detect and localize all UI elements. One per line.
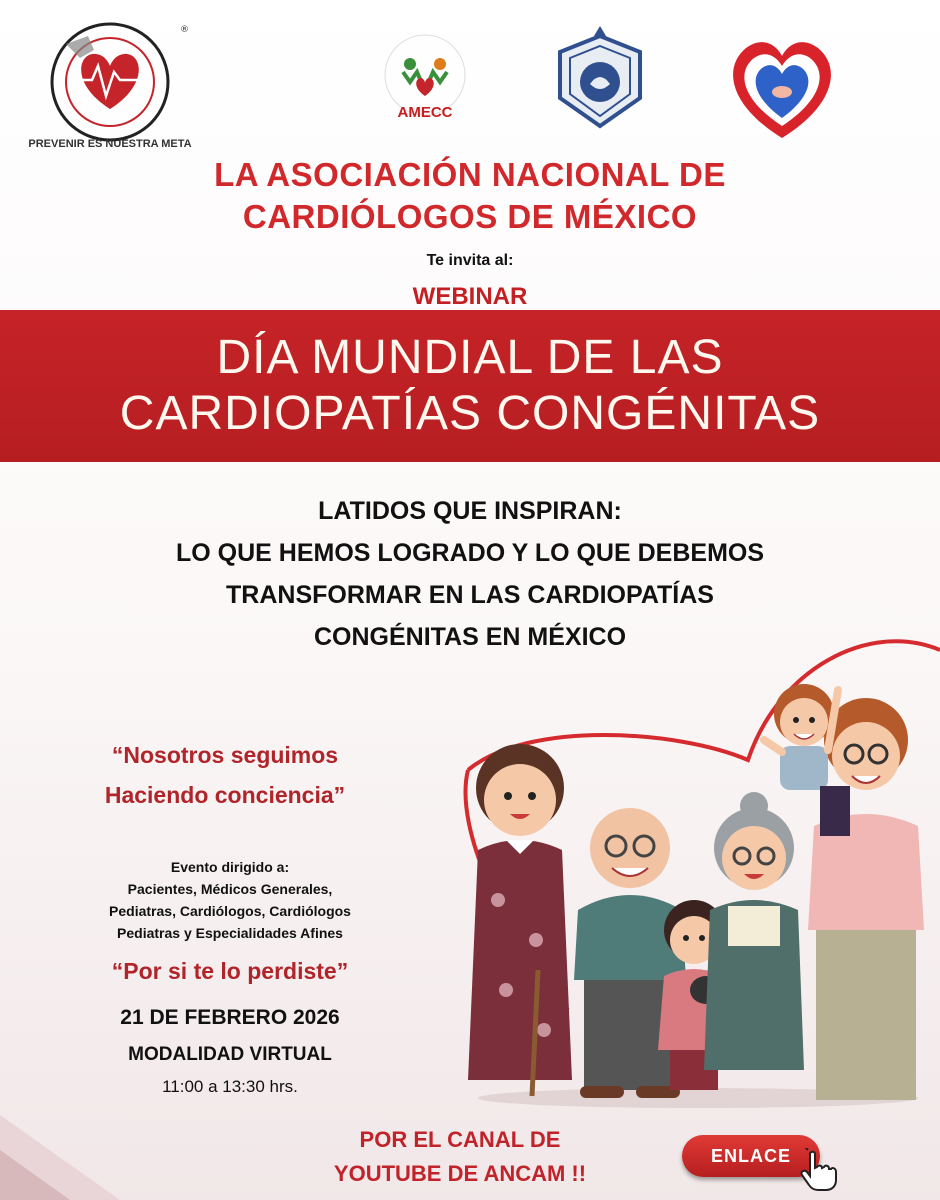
channel-line-1: POR EL CANAL DE <box>359 1127 561 1152</box>
corner-decoration <box>0 1095 160 1200</box>
quote-line-2: Haciendo conciencia” <box>104 782 346 808</box>
quote-line-1: “Nosotros seguimos <box>111 742 339 768</box>
banner-title-line-2: CARDIOPATÍAS CONGÉNITAS <box>119 387 821 440</box>
audience-line-3: Pediatras y Especialidades Afines <box>117 925 343 941</box>
event-hours: 11:00 a 13:30 hrs. <box>162 1077 298 1096</box>
channel-line-2: YOUTUBE DE ANCAM !! <box>333 1161 587 1186</box>
subtitle-line-4: CONGÉNITAS EN MÉXICO <box>313 623 627 651</box>
audience-heading: Evento dirigido a: <box>170 859 290 875</box>
seal-logo-icon <box>550 22 650 132</box>
subtitle-line-2: LO QUE HEMOS LOGRADO Y LO QUE DEBEMOS <box>175 539 765 567</box>
missed-it-text: “Por si te lo perdiste” <box>111 958 349 984</box>
channel-info <box>230 1123 690 1191</box>
hand-pointer-icon <box>796 1148 840 1192</box>
banner-title-line-1: DÍA MUNDIAL DE LAS <box>216 331 724 384</box>
amecc-logo-text: AMECC <box>397 104 453 121</box>
link-button[interactable]: ENLACE <box>682 1135 820 1177</box>
audience-info <box>50 856 410 944</box>
awareness-quote <box>40 735 410 815</box>
svg-text:®: ® <box>180 25 189 35</box>
organization-title-line-1: LA ASOCIACIÓN NACIONAL DE <box>214 156 726 193</box>
ancam-tagline: PREVENIR ES NUESTRA META <box>28 138 192 150</box>
heart-logo-icon <box>720 26 845 146</box>
webinar-subtitle <box>30 490 910 658</box>
audience-line-2: Pediatras, Cardiólogos, Cardiólogos <box>109 903 351 919</box>
invite-text: Te invita al: <box>426 252 514 269</box>
subtitle-line-1: LATIDOS QUE INSPIRAN: <box>318 497 622 525</box>
family-illustration <box>448 610 940 1110</box>
webinar-label: WEBINAR <box>412 283 528 310</box>
organization-title <box>60 154 880 238</box>
event-date: 21 DE FEBRERO 2026 <box>120 1006 340 1029</box>
subtitle-line-3: TRANSFORMAR EN LAS CARDIOPATÍAS <box>226 581 714 609</box>
audience-line-1: Pacientes, Médicos Generales, <box>127 881 333 897</box>
event-mode: MODALIDAD VIRTUAL <box>128 1044 332 1065</box>
organization-title-line-2: CARDIÓLOGOS DE MÉXICO <box>242 198 698 235</box>
